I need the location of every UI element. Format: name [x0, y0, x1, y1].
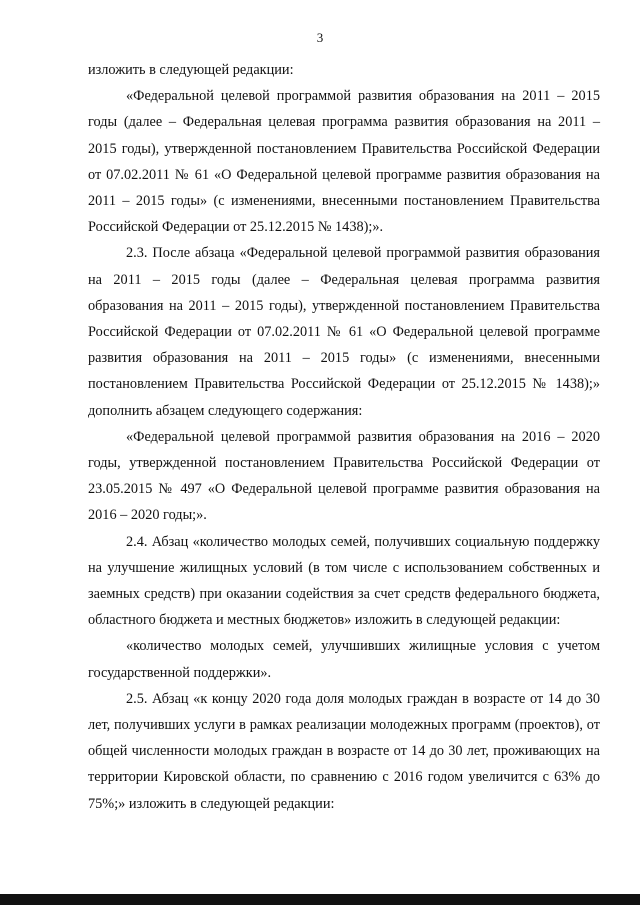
paragraph-2-4: 2.4. Абзац «количество молодых семей, получивших социальную поддержку на улучшение жилищных условий (в том числе с использованием собственных и заемных средств) при оказании содействия за счет средств федерального бюджета, областного бюджета и местных бюджетов» изложить в следующей редакции: [88, 533, 600, 629]
document-body [88, 57, 600, 817]
page-number: 3 [316, 30, 324, 45]
paragraph-2-5: 2.5. Абзац «к концу 2020 года доля молодых граждан в возрасте от 14 до 30 лет, получивших услуги в рамках реализации молодежных программ (проектов), от общей численности молодых граждан в возрасте от 14 до 30 лет, проживающих на территории Кировской области, по сравнению с 2016 годом увеличится с 63% до 75%;» изложить в следующей редакции: [88, 690, 600, 812]
paragraph-quote-2011: «Федеральной целевой программой развития образования на 2011 – 2015 годы (далее – Федеральная целевая программа развития образования на 2011 – 2015 годы), утвержденной постановлением Правительства Российской Федерации от 07.02.2011 № 61 «О Федеральной целевой программе развития образования на 2011 – 2015 годы» (с изменениями, внесенными постановлением Правительства Российской Федерации от 25.12.2015 № 1438);». [88, 88, 600, 236]
paragraph-quote-young-families: «количество молодых семей, улучшивших жилищные условия с учетом государственной поддержки». [88, 638, 600, 681]
paragraph-quote-2016: «Федеральной целевой программой развития образования на 2016 – 2020 годы, утвержденной постановлением Правительства Российской Федерации от 23.05.2015 № 497 «О Федеральной целевой программе развития образования на 2016 – 2020 годы;». [88, 428, 600, 524]
scan-bottom-edge [0, 894, 640, 905]
paragraph-2-3: 2.3. После абзаца «Федеральной целевой программой развития образования на 2011 – 2015 годы (далее – Федеральная целевая программа развития образования на 2011 – 2015 годы), утвержденной постановлением Правительства Российской Федерации от 07.02.2011 № 61 «О Федеральной целевой программе развития образования на 2011 – 2015 годы» (с изменениями, внесенными постановлением Правительства Российской Федерации от 25.12.2015 № 1438);» дополнить абзацем следующего содержания: [88, 245, 600, 419]
paragraph-intro: изложить в следующей редакции: [88, 62, 294, 78]
